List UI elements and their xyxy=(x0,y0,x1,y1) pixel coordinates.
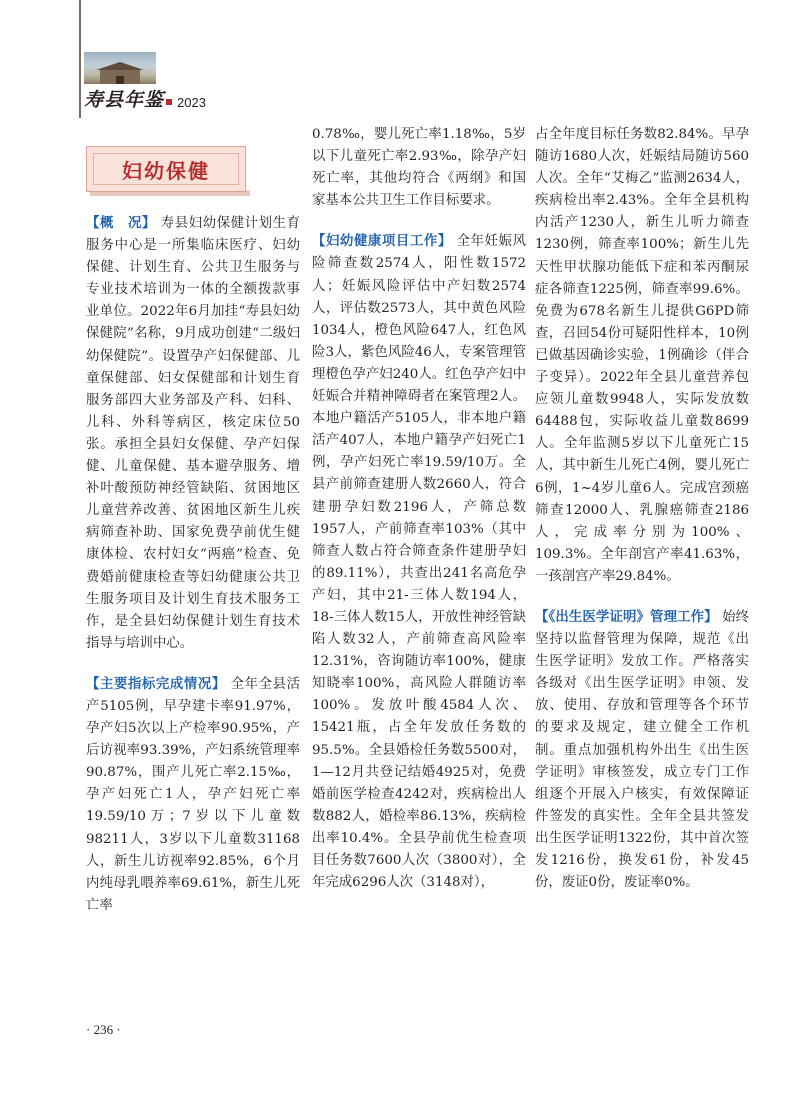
page-number: · 236 · xyxy=(86,1022,121,1037)
text-column-1 xyxy=(86,212,300,917)
paragraph-spacer xyxy=(86,655,300,673)
text-health-projects: 全年妊娠风险筛查数2574人，阳性数1572人；妊娠风险评估中产妇数2574人，评估数2573人，其中黄色风险1034人，橙色风险647人，红色风险3人，紫色风险46人，专案管理管理橙色孕产妇240人。红色孕产妇中妊娠合并精神障碍者在案管理2人。本地户籍活产5105人，非本地户籍活产407人，本地户籍孕产妇死亡1例，孕产妇死亡率19.59/10万。全县产前筛查建册人数2660人，符合建册孕妇数2196人，产筛总数1957人，产前筛查率103%（其中筛查人数占符合筛查条件建册孕妇的89.11%），共查出241名高危孕产妇，其中21-三体人数194人，18-三体人数15人，开放性神经管缺陷人数32人，产前筛查高风险率12.31%，咨询随访率100%，健康知晓率100%，高风险人群随访率100%。发放叶酸4584人次、15421瓶，占全年发放任务数的95.5%。全县婚检任务数5500对，1—12月共登记结婚4925对，免费婚前医学检查4242对，疾病检出人数882人，婚检率86.13%，疾病检出率10.4%。全县孕前优生检查项目任务数7600人次（3800对），全年完成6296人次（3148对）， xyxy=(312,234,527,891)
banner-roof xyxy=(96,62,144,70)
paragraph-indicators xyxy=(86,673,300,917)
paragraph-spacer xyxy=(312,212,526,230)
text-overview: 寿县妇幼保健计划生育服务中心是一所集临床医疗、妇幼保健、计划生育、公共卫生服务与专业技术培训为一体的全额拨款事业单位。2022年6月加挂“寿县妇幼保健院”名称，9月成功创建“二级妇幼保健院”。设置孕产妇保健部、儿童保健部、妇女保健部和计划生育服务部四大业务部及产科、妇科、儿科、外科等病区，核定床位50张。承担全县妇女保健、孕产妇保健、儿童保健、基本避孕服务、增补叶酸预防神经管缺陷、贫困地区儿童营养改善、贫困地区新生儿疾病筛查补助、国家免费孕前优生健康体检、农村妇女“两癌”检查、免费婚前健康检查等妇幼健康公共卫生服务项目及计划生育技术服务工作，是全县妇幼保健计划生育技术指导与培训中心。 xyxy=(86,216,301,651)
text-birth-certificate: 始终坚持以监督管理为保障，规范《出生医学证明》发放工作。严格落实各级对《出生医学证明》申领、发放、使用、存放和管理等各个环节的要求及规定，建立健全工作机制。重点加强机构外出生《出生医学证明》审核签发，成立专门工作组逐个开展入户核实，有效保障证件签发的真实性。全年全县共签发出生医学证明1322份，其中首次签发1216份，换发61份，补发45份，废证0份，废证率0%。 xyxy=(535,609,749,891)
text-indicators-cont: 0.78‰，婴儿死亡率1.18‰，5岁以下儿童死亡率2.93‰，除孕产妇死亡率，其他均符合《两纲》和国家基本公共卫生工作目标要求。 xyxy=(312,127,526,209)
heading-health-projects: 【妇幼健康项目工作】 xyxy=(312,233,452,249)
heading-indicators: 【主要指标完成情况】 xyxy=(86,675,226,691)
running-header xyxy=(84,90,206,112)
paragraph-indicators-cont xyxy=(312,124,526,212)
text-column-2 xyxy=(312,124,526,894)
yearbook-year: 2023 xyxy=(177,95,206,110)
paragraph-health-projects-cont xyxy=(535,124,749,588)
text-health-projects-cont: 占全年度目标任务数82.84%。早孕随访1680人次，妊娠结局随访560人次。全年“艾梅乙”监测2634人，疾病检出率2.43%。全年全县机构内活产1230人，新生儿听力筛查1230例，筛查率100%；新生儿先天性甲状腺功能低下症和苯丙酮尿症各筛查1225例，筛查率99.6%。免费为678名新生儿提供G6PD筛查，召回54份可疑阳性样本，10例已做基因确诊实验，1例确诊（伴合子变异）。2022年全县儿童营养包应领儿童数9948人，实际发放数64488包，实际收益儿童数8699人。全年监测5岁以下儿童死亡15人，其中新生儿死亡4例，婴儿死亡6例，1~4岁儿童6人。完成宫颈癌筛查12000人、乳腺癌筛查2186人，完成率分别为100%、109.3%。全年剖宫产率41.63%，一孩剖宫产率29.84%。 xyxy=(535,127,749,584)
paragraph-spacer xyxy=(535,588,749,606)
yearbook-name: 寿县年鉴 xyxy=(84,89,165,111)
text-indicators: 全年全县活产5105例，早孕建卡率91.97%，孕产妇5次以上产检率90.95%，产后访视率93.39%，产妇系统管理率90.87%，围产儿死亡率2.15‰，孕产妇死亡1人，孕产妇死亡率19.59/10万；7岁以下儿童数98211人，3岁以下儿童数31168人，新生儿访视率92.85%，6个月内纯母乳喂养率69.61%，新生儿死亡率 xyxy=(86,676,301,913)
header-rule xyxy=(79,0,81,118)
section-title-box xyxy=(86,146,246,192)
heading-overview: 【概 况】 xyxy=(86,215,156,230)
banner-gate xyxy=(116,76,124,84)
text-column-3 xyxy=(535,124,749,894)
paragraph-overview xyxy=(86,212,300,655)
seal-dot-icon xyxy=(166,99,172,105)
paragraph-health-projects xyxy=(312,230,526,894)
heading-birth-certificate: 【《出生医学证明》管理工作】 xyxy=(535,608,718,624)
section-title: 妇幼保健 xyxy=(122,158,210,183)
header-banner-image xyxy=(84,52,156,84)
paragraph-birth-certificate xyxy=(535,606,749,894)
